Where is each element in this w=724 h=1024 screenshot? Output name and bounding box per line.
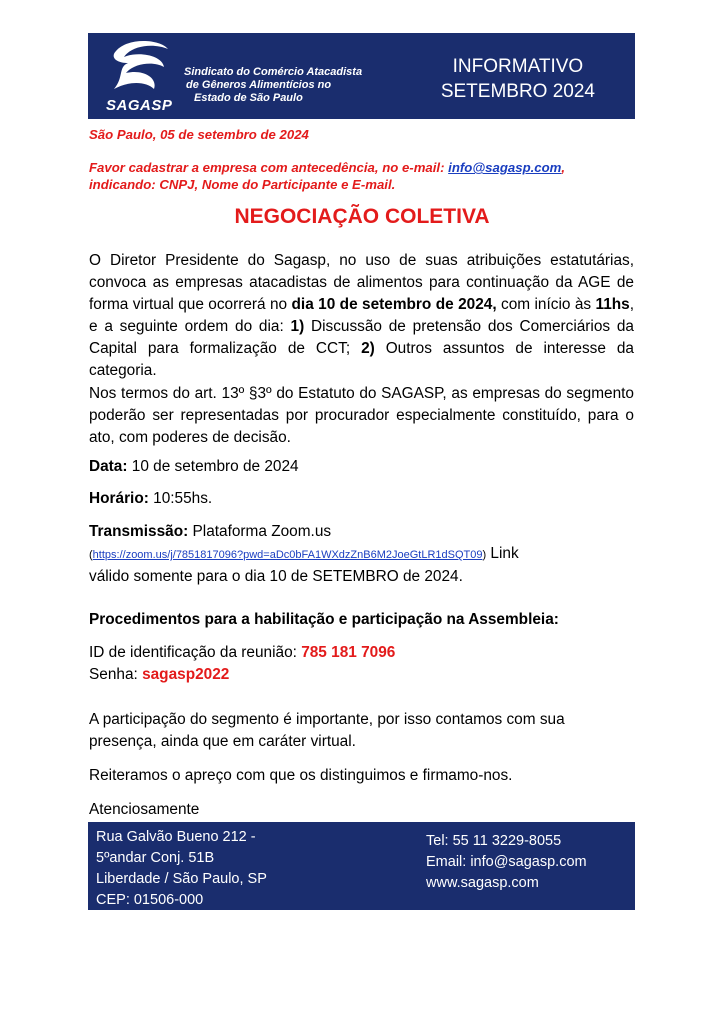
page-title: NEGOCIAÇÃO COLETIVA <box>234 205 490 228</box>
para-text: O Diretor Presidente do Sagasp, no uso de suas atribuições estatutárias, convoca as empresas atacadistas de alimentos para continuação da AGE de forma virtual que ocorrerá no <box>89 252 634 313</box>
meeting-id-value: 785 181 7096 <box>301 644 396 661</box>
footer-tel: Tel: 55 11 3229-8055 <box>426 833 562 849</box>
date-line: São Paulo, 05 de setembro de 2024 <box>89 127 309 142</box>
para-text: Discussão de pretensão dos Comerciários da Capital para formalização de CCT; <box>89 318 634 357</box>
org-line: de Gêneros Alimentícios no <box>186 79 332 91</box>
paren-open: ( <box>89 549 93 561</box>
register-notice <box>89 159 629 193</box>
register-text-line2: indicando: CNPJ, Nome do Participante e E-mail. <box>89 177 396 192</box>
para-text: Outros assuntos de interesse da categoria. <box>89 340 634 379</box>
informativo-title <box>441 54 595 104</box>
paragraph-statute: Nos termos do art. 13º §3º do Estatuto do SAGASP, as empresas do segmento poderão ser representadas por procurador especialmente constituído, para o ato, com poderes de decisão. <box>89 385 634 446</box>
paragraph-participation: A participação do segmento é importante, por isso contamos com sua presença, ainda que em caráter virtual. <box>89 711 565 750</box>
procedures-heading <box>89 609 634 631</box>
email-link[interactable]: info@sagasp.com <box>448 160 562 175</box>
meeting-id-label: ID de identificação da reunião: <box>89 644 302 661</box>
org-line: Sindicato do Comércio Atacadista <box>184 66 363 78</box>
footer-web[interactable]: www.sagasp.com <box>426 875 539 891</box>
para-text: , e a seguinte ordem do dia: <box>89 296 634 335</box>
informativo-line: INFORMATIVO <box>452 56 584 77</box>
password-value: sagasp2022 <box>142 666 230 683</box>
footer-address <box>96 827 267 911</box>
footer-banner <box>88 822 635 910</box>
closing: Atenciosamente <box>89 801 200 818</box>
header-banner <box>88 33 635 119</box>
time-label: Horário: <box>89 490 149 507</box>
procedures-text: Procedimentos para a habilitação e participação na Assembleia: <box>89 611 559 628</box>
address-line: Liberdade / São Paulo, SP <box>96 871 267 887</box>
time-value: 10:55hs. <box>148 490 213 507</box>
meeting-date <box>89 456 634 478</box>
meeting-time <box>89 488 634 510</box>
meeting-credentials <box>89 642 634 686</box>
transmission-value: Plataforma Zoom.us <box>188 523 332 540</box>
address-line: CEP: 01506-000 <box>96 892 204 908</box>
link-note-line2: válido somente para o dia 10 de SETEMBRO de 2024. <box>89 568 463 585</box>
footer-contact <box>426 831 587 894</box>
date-value: 10 de setembro de 2024 <box>127 458 299 475</box>
register-text: Favor cadastrar a empresa com antecedência, no e-mail: <box>89 160 449 175</box>
footer-email[interactable]: Email: info@sagasp.com <box>426 854 587 870</box>
para-bold: 11hs <box>595 296 630 313</box>
zoom-link[interactable]: https://zoom.us/j/7851817096?pwd=aDc0bFA1WXdzZnB6M2JoeGtLR1dSQT09 <box>92 549 483 561</box>
link-note: Link <box>486 545 519 562</box>
password-label: Senha: <box>89 666 143 683</box>
register-suffix: , <box>561 160 566 175</box>
para-bold: dia 10 de setembro de 2024, <box>291 296 497 313</box>
informativo-date: SETEMBRO 2024 <box>440 81 595 102</box>
org-name <box>184 66 362 105</box>
transmission-label: Transmissão: <box>89 523 189 540</box>
date-label: Data: <box>89 458 128 475</box>
paragraph-convocation <box>89 250 634 382</box>
para-bold: 1) <box>290 318 305 335</box>
logo-text: SAGASP <box>106 97 173 114</box>
sagasp-logo <box>98 37 178 115</box>
address-line: 5ºandar Conj. 51B <box>96 850 215 866</box>
transmission <box>89 521 634 588</box>
address-line: Rua Galvão Bueno 212 - <box>96 829 256 845</box>
logo-swoosh-icon <box>98 37 178 99</box>
para-bold: 2) <box>361 340 375 357</box>
paragraph-regards: Reiteramos o apreço com que os distinguimos e firmamo-nos. <box>89 767 513 784</box>
para-text: com início às <box>496 296 596 313</box>
org-line: Estado de São Paulo <box>194 92 303 104</box>
paren-close: ) <box>482 549 487 561</box>
